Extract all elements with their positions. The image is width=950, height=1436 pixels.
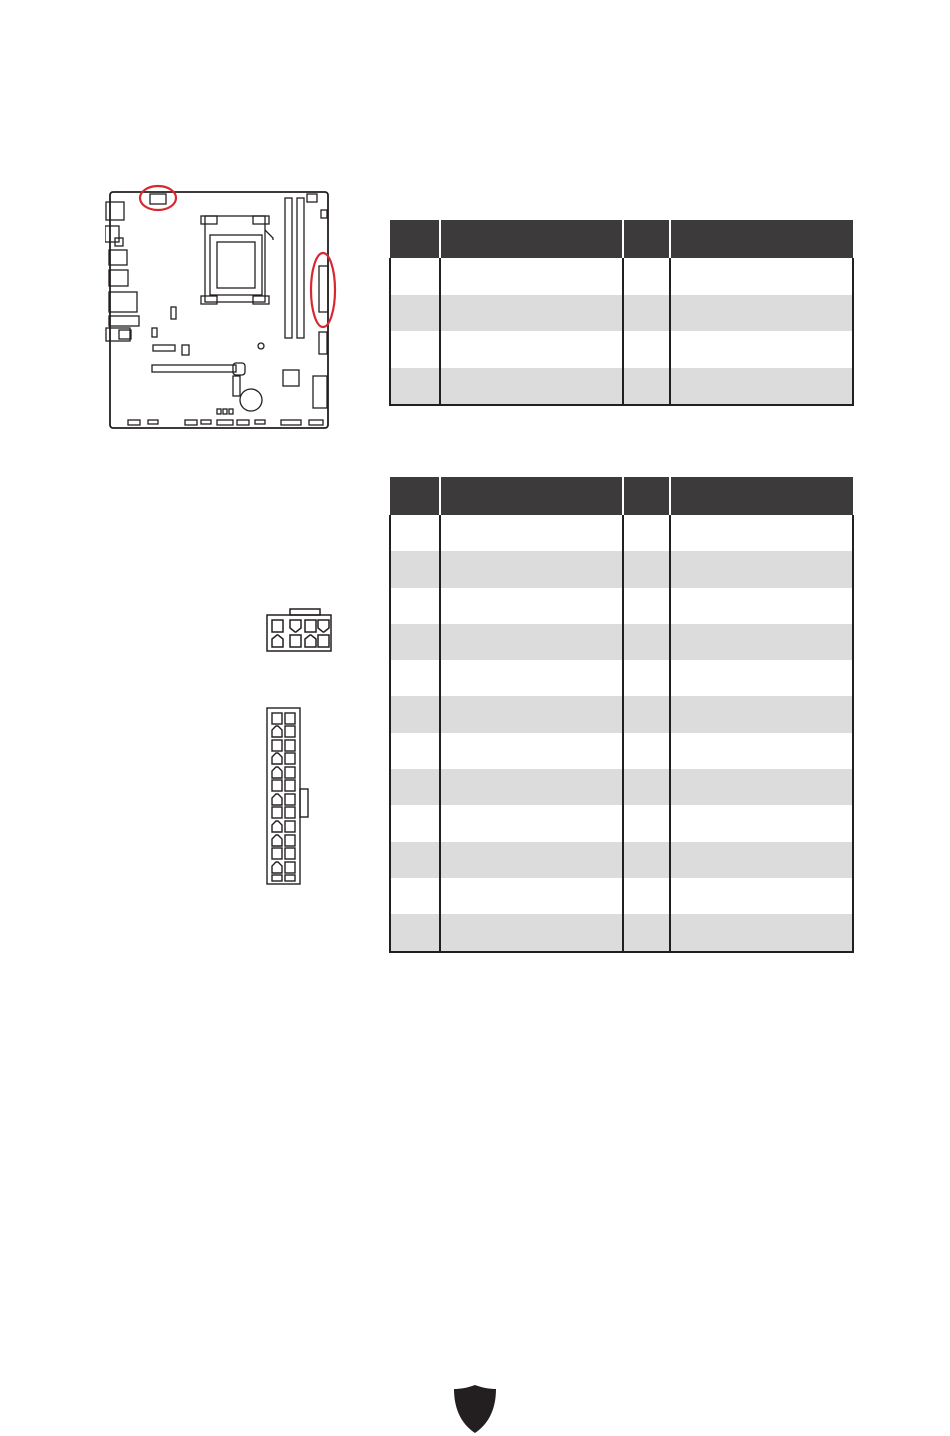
- table-cell: [670, 914, 853, 951]
- table-cell: [670, 258, 853, 295]
- table-cell: [440, 295, 623, 332]
- table-cell: [670, 551, 853, 587]
- table-cell: [390, 295, 440, 332]
- table-cell: [440, 258, 623, 295]
- table-cell: [623, 624, 670, 660]
- table-cell: [440, 914, 623, 951]
- table-cell: [390, 588, 440, 624]
- table-cell: [440, 331, 623, 368]
- table-row: [390, 878, 853, 914]
- table-cell: [623, 878, 670, 914]
- table-cell: [440, 368, 623, 406]
- highlight-24pin-location: [311, 253, 335, 327]
- table-cell: [390, 515, 440, 551]
- table-cell: [390, 733, 440, 769]
- table-row: [390, 295, 853, 332]
- table-cell: [440, 842, 623, 878]
- header-cell: [623, 220, 670, 258]
- table-row: [390, 258, 853, 295]
- table-row: [390, 331, 853, 368]
- table-row: [390, 660, 853, 696]
- table-cell: [390, 624, 440, 660]
- table-row: [390, 769, 853, 805]
- table-cell: [390, 842, 440, 878]
- table-cell: [440, 551, 623, 587]
- shield-logo-icon: [452, 1383, 498, 1435]
- table-cell: [390, 805, 440, 841]
- table-cell: [670, 878, 853, 914]
- table-cell: [670, 515, 853, 551]
- table-cell: [440, 588, 623, 624]
- table-cell: [623, 368, 670, 406]
- table-cell: [390, 368, 440, 406]
- pin-definition-table-24pin: [389, 477, 854, 953]
- table-row: [390, 696, 853, 732]
- table-row: [390, 588, 853, 624]
- table-cell: [623, 805, 670, 841]
- table-row: [390, 805, 853, 841]
- table-cell: [390, 331, 440, 368]
- table-cell: [670, 769, 853, 805]
- table-cell: [390, 660, 440, 696]
- table-cell: [670, 696, 853, 732]
- table-row: [390, 842, 853, 878]
- table-cell: [623, 515, 670, 551]
- table-cell: [623, 696, 670, 732]
- table-cell: [440, 769, 623, 805]
- header-cell: [390, 220, 440, 258]
- table-cell: [440, 660, 623, 696]
- table-cell: [440, 624, 623, 660]
- table-cell: [623, 588, 670, 624]
- table-row: [390, 624, 853, 660]
- table-cell: [623, 258, 670, 295]
- header-cell: [440, 477, 623, 515]
- table-cell: [623, 331, 670, 368]
- table-cell: [390, 769, 440, 805]
- table-row: [390, 551, 853, 587]
- table-cell: [670, 660, 853, 696]
- table-cell: [390, 258, 440, 295]
- header-cell: [670, 477, 853, 515]
- table-cell: [623, 551, 670, 587]
- table-cell: [670, 842, 853, 878]
- table-cell: [670, 295, 853, 332]
- header-cell: [390, 477, 440, 515]
- header-cell: [623, 477, 670, 515]
- table-row: [390, 733, 853, 769]
- table-cell: [440, 515, 623, 551]
- pin-definition-table-8pin: [389, 220, 854, 406]
- table-cell: [440, 696, 623, 732]
- table-cell: [623, 295, 670, 332]
- table-cell: [670, 624, 853, 660]
- header-cell: [670, 220, 853, 258]
- table-cell: [390, 914, 440, 951]
- table-cell: [390, 696, 440, 732]
- table-cell: [670, 805, 853, 841]
- table-cell: [623, 769, 670, 805]
- table-row: [390, 515, 853, 551]
- table-cell: [670, 733, 853, 769]
- table-cell: [670, 368, 853, 406]
- table-row: [390, 368, 853, 406]
- table-cell: [440, 733, 623, 769]
- table-cell: [440, 805, 623, 841]
- table-cell: [390, 551, 440, 587]
- table-cell: [623, 660, 670, 696]
- 24-pin-atx-power-connector-icon: [263, 706, 311, 888]
- table-cell: [670, 331, 853, 368]
- table-cell: [623, 733, 670, 769]
- table-cell: [670, 588, 853, 624]
- table-cell: [623, 914, 670, 951]
- motherboard-diagram: [105, 180, 337, 435]
- table-cell: [623, 842, 670, 878]
- highlight-8pin-location: [140, 186, 176, 210]
- header-cell: [440, 220, 623, 258]
- 8-pin-power-connector-icon: [264, 607, 334, 653]
- table-header-row: [390, 220, 853, 258]
- table-cell: [440, 878, 623, 914]
- table-row: [390, 914, 853, 951]
- table-cell: [390, 878, 440, 914]
- table-header-row: [390, 477, 853, 515]
